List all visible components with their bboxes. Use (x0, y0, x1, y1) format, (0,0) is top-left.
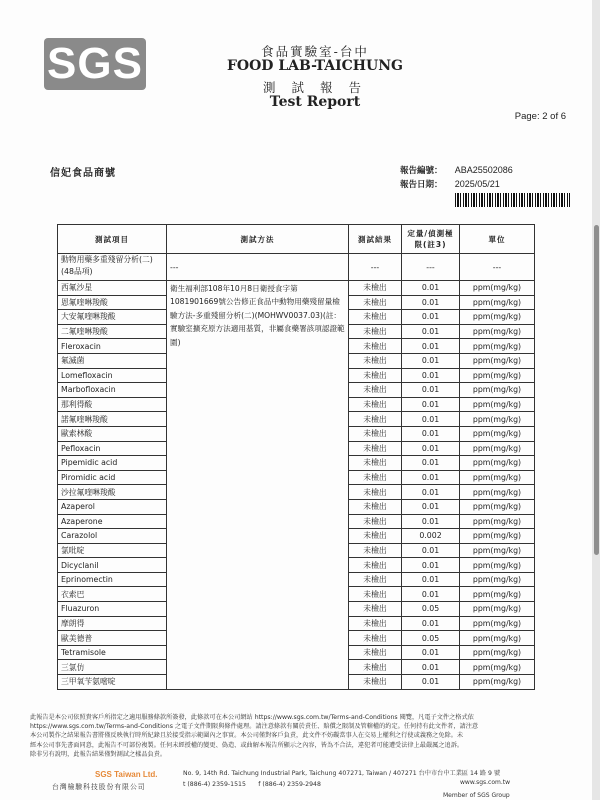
header-limit: 定量/偵測極限(註3) (402, 225, 460, 254)
report-date (400, 178, 500, 190)
row-item: 氯吡啶 (58, 543, 167, 558)
row-limit: 0.01 (402, 441, 460, 456)
row-unit: ppm(mg/kg) (460, 631, 535, 646)
row-item: Tetramisole (58, 645, 167, 660)
header-unit: 單位 (460, 225, 535, 254)
row-result: 未檢出 (349, 383, 402, 398)
header-test-method: 測試方法 (167, 225, 349, 254)
report-number-value: ABA25502086 (454, 165, 513, 175)
row-limit: 0.01 (402, 339, 460, 354)
row-unit: ppm(mg/kg) (460, 441, 535, 456)
row-unit: ppm(mg/kg) (460, 368, 535, 383)
row-item: 沙拉氟喹啉羧酸 (58, 485, 167, 500)
row-limit: 0.01 (402, 616, 460, 631)
client-name: 信妃食品商號 (50, 168, 116, 179)
header-result: 測試結果 (349, 225, 402, 254)
row-limit: 0.05 (402, 631, 460, 646)
row-unit: ppm(mg/kg) (460, 616, 535, 631)
row-item: Pipemidic acid (58, 456, 167, 471)
row-result: 未檢出 (349, 485, 402, 500)
row-limit: 0.01 (402, 383, 460, 398)
row-result: 未檢出 (349, 499, 402, 514)
row-unit: ppm(mg/kg) (460, 426, 535, 441)
results-table (57, 224, 535, 690)
row-result: 未檢出 (349, 339, 402, 354)
row-unit: ppm(mg/kg) (460, 514, 535, 529)
row-limit: 0.01 (402, 295, 460, 310)
row-limit: 0.01 (402, 281, 460, 296)
row-unit: ppm(mg/kg) (460, 602, 535, 617)
table-row (58, 281, 535, 296)
row-item: Marbofloxacin (58, 383, 167, 398)
row-limit: 0.01 (402, 572, 460, 587)
footer-member: Member of SGS Group (443, 792, 510, 799)
row-unit: ppm(mg/kg) (460, 412, 535, 427)
row-result: 未檢出 (349, 660, 402, 675)
row-limit: 0.01 (402, 412, 460, 427)
row-item: Piromidic acid (58, 470, 167, 485)
row-unit: ppm(mg/kg) (460, 572, 535, 587)
row-limit: 0.01 (402, 587, 460, 602)
row-limit: 0.01 (402, 485, 460, 500)
row-limit: 0.05 (402, 602, 460, 617)
row-result: 未檢出 (349, 645, 402, 660)
row-limit: 0.01 (402, 324, 460, 339)
row-item: 摩朗得 (58, 616, 167, 631)
row-unit: ppm(mg/kg) (460, 587, 535, 602)
row-limit: 0.01 (402, 660, 460, 675)
section-method: --- (167, 254, 349, 281)
row-result: 未檢出 (349, 324, 402, 339)
disclaimer-line: 經本公司事先書面同意，此報告不可部份複製。任何未經授權的變更、偽造、或曲解本報告所顯示之內容，皆為不合法，違犯者可能遭受法律上最嚴厲之追訴。 (30, 741, 464, 749)
row-result: 未檢出 (349, 587, 402, 602)
row-result: 未檢出 (349, 470, 402, 485)
row-item: Fluazuron (58, 602, 167, 617)
row-unit: ppm(mg/kg) (460, 383, 535, 398)
disclaimer-line: 除非另有說明，此報告結果僅對測試之樣品負責。 (30, 750, 167, 758)
row-item: 恩氟喹啉羧酸 (58, 295, 167, 310)
row-item: Fleroxacin (58, 339, 167, 354)
report-title-zh: 測 試 報 告 (263, 80, 367, 95)
row-unit: ppm(mg/kg) (460, 339, 535, 354)
row-result: 未檢出 (349, 281, 402, 296)
scrollbar[interactable] (592, 0, 600, 800)
report-date-label: 報告日期： (400, 180, 443, 190)
footer-company-zh: 台灣檢驗科技股份有限公司 (52, 783, 146, 791)
row-item: Azaperol (58, 499, 167, 514)
row-unit: ppm(mg/kg) (460, 675, 535, 690)
row-item: Lomefloxacin (58, 368, 167, 383)
row-result: 未檢出 (349, 397, 402, 412)
row-result: 未檢出 (349, 558, 402, 573)
row-item: 衣索巴 (58, 587, 167, 602)
row-result: 未檢出 (349, 543, 402, 558)
row-item: 大安氟喹啉羧酸 (58, 310, 167, 325)
row-result: 未檢出 (349, 441, 402, 456)
row-item: 那利得酸 (58, 397, 167, 412)
row-limit: 0.01 (402, 558, 460, 573)
row-unit: ppm(mg/kg) (460, 456, 535, 471)
footer-website: www.sgs.com.tw (460, 779, 511, 786)
row-unit: ppm(mg/kg) (460, 470, 535, 485)
row-unit: ppm(mg/kg) (460, 499, 535, 514)
barcode (455, 193, 570, 207)
row-result: 未檢出 (349, 353, 402, 368)
row-item: 氟滅菌 (58, 353, 167, 368)
section-item: 動物用藥多重殘留分析(二)(48品項) (58, 254, 167, 281)
disclaimer-line: 本公司製作之結果報告書將僅反映執行時所紀錄且於接受指示範圍內之事實。本公司僅對客戶負責，此文件不妨礙當事人在交易上權利之行使或義務之免除。未 (30, 732, 464, 740)
report-title-en: Test Report (269, 94, 361, 110)
row-limit: 0.01 (402, 368, 460, 383)
row-limit: 0.01 (402, 675, 460, 690)
row-result: 未檢出 (349, 675, 402, 690)
row-unit: ppm(mg/kg) (460, 660, 535, 675)
footer-address: No. 9, 14th Rd. Taichung Industrial Park, Taichung 407271, Taiwan / 407271 台中市台中工業區 14 路 9 號 (183, 770, 501, 777)
row-limit: 0.01 (402, 353, 460, 368)
row-result: 未檢出 (349, 456, 402, 471)
row-result: 未檢出 (349, 572, 402, 587)
footer-company-en: SGS Taiwan Ltd. (95, 770, 158, 779)
section-unit: --- (460, 254, 535, 281)
header-test-item: 測試項目 (58, 225, 167, 254)
disclaimer (30, 713, 575, 759)
section-limit: --- (402, 254, 460, 281)
row-result: 未檢出 (349, 514, 402, 529)
row-unit: ppm(mg/kg) (460, 397, 535, 412)
footer-phone: t (886-4) 2359-1515 f (886-4) 2359-2948 (183, 781, 321, 788)
row-item: Azaperone (58, 514, 167, 529)
row-item: 三甲氧苄氨嘧啶 (58, 675, 167, 690)
row-item: Pefloxacin (58, 441, 167, 456)
report-date-value: 2025/05/21 (454, 179, 500, 189)
row-item: 二氟喹啉羧酸 (58, 324, 167, 339)
row-limit: 0.01 (402, 645, 460, 660)
section-row (58, 254, 535, 281)
sgs-logo: SGS (44, 38, 146, 90)
row-item: 歐索林酸 (58, 426, 167, 441)
row-item: Carazolol (58, 529, 167, 544)
row-result: 未檢出 (349, 426, 402, 441)
row-unit: ppm(mg/kg) (460, 485, 535, 500)
row-limit: 0.01 (402, 397, 460, 412)
row-unit: ppm(mg/kg) (460, 558, 535, 573)
row-result: 未檢出 (349, 616, 402, 631)
row-unit: ppm(mg/kg) (460, 529, 535, 544)
disclaimer-line: 此報告是本公司依照貴客戶所指定之適用服務條款所簽發，此條款可在本公司網站 https://www.sgs.com.tw/Terms-and-Conditions 閱覽，凡電子文件之格式依 (30, 714, 474, 721)
row-limit: 0.01 (402, 456, 460, 471)
row-unit: ppm(mg/kg) (460, 324, 535, 339)
scrollbar-thumb[interactable] (594, 225, 599, 555)
row-limit: 0.01 (402, 426, 460, 441)
row-limit: 0.01 (402, 543, 460, 558)
row-limit: 0.01 (402, 499, 460, 514)
lab-name-zh: 食品實驗室-台中 (261, 44, 369, 59)
row-result: 未檢出 (349, 602, 402, 617)
row-unit: ppm(mg/kg) (460, 543, 535, 558)
row-limit: 0.01 (402, 514, 460, 529)
row-result: 未檢出 (349, 295, 402, 310)
row-result: 未檢出 (349, 631, 402, 646)
row-unit: ppm(mg/kg) (460, 353, 535, 368)
row-result: 未檢出 (349, 529, 402, 544)
lab-name-en: FOOD LAB-TAICHUNG (226, 58, 404, 74)
report-number-label: 報告編號： (400, 166, 443, 176)
row-result: 未檢出 (349, 368, 402, 383)
row-unit: ppm(mg/kg) (460, 295, 535, 310)
section-result: --- (349, 254, 402, 281)
row-item: 諾氟喹啉羧酸 (58, 412, 167, 427)
row-item: 三氯仿 (58, 660, 167, 675)
row-item: Eprinomectin (58, 572, 167, 587)
row-limit: 0.002 (402, 529, 460, 544)
table-header-row (58, 225, 535, 254)
row-unit: ppm(mg/kg) (460, 645, 535, 660)
method-cell: 衛生福利部108年10月8日衛授食字第1081901669號公告修正食品中動物用藥殘留量檢驗方法-多重殘留分析(二)(MOHWV0037.03)(註：實驗室擴充原方法適用基質，非屬食藥署該項認證範圍) (167, 281, 349, 690)
row-limit: 0.01 (402, 310, 460, 325)
row-limit: 0.01 (402, 470, 460, 485)
row-item: 西氟沙星 (58, 281, 167, 296)
row-result: 未檢出 (349, 310, 402, 325)
row-unit: ppm(mg/kg) (460, 281, 535, 296)
row-item: 歐美德普 (58, 631, 167, 646)
row-item: Dicyclanil (58, 558, 167, 573)
page-number: Page: 2 of 6 (514, 111, 566, 122)
disclaimer-line: https://www.sgs.com.tw/Terms-and-Conditions 之電子文件期限與條件處理。請注意條款有關於責任、賠償之限制及管轄權的約定。任何持有此文件者，請注意 (30, 723, 479, 731)
row-unit: ppm(mg/kg) (460, 310, 535, 325)
report-number (400, 164, 513, 176)
row-result: 未檢出 (349, 412, 402, 427)
